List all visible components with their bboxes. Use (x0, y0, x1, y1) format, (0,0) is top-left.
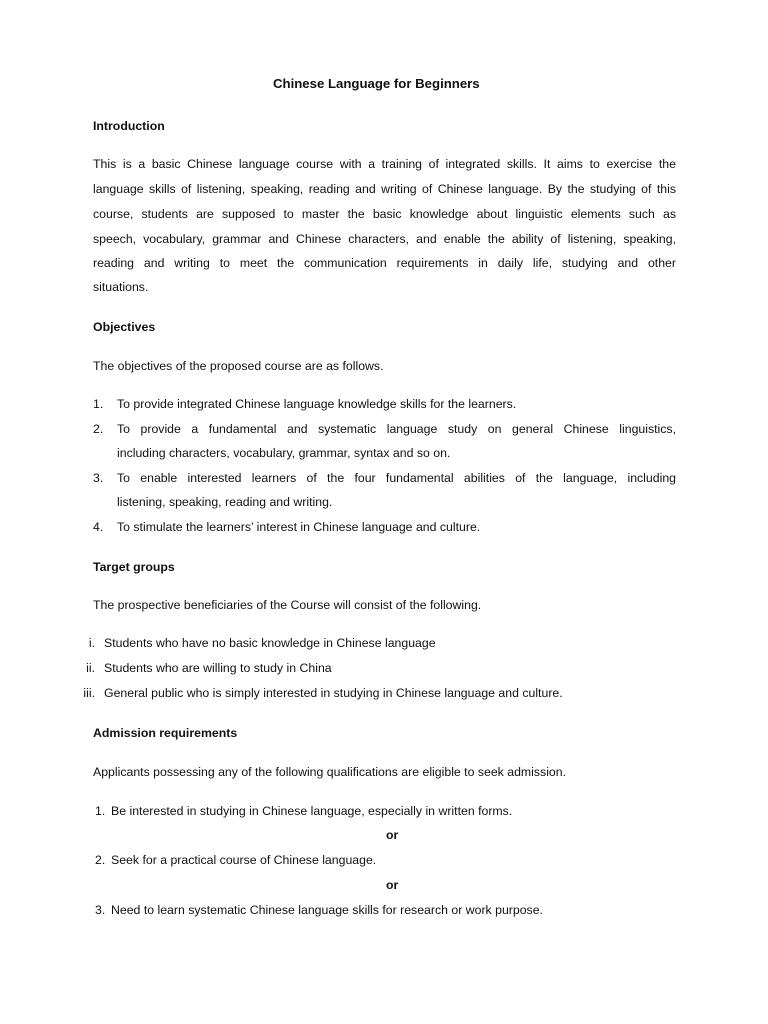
list-item-continuation: including characters, vocabulary, grammar, syntax and so on. (117, 446, 451, 460)
or-separator: or (386, 878, 399, 892)
document-title: Chinese Language for Beginners (273, 76, 480, 91)
list-item: Seek for a practical course of Chinese language. (111, 853, 377, 867)
list-number: 1. (93, 397, 104, 411)
list-item: Be interested in studying in Chinese language, especially in written forms. (111, 804, 513, 818)
list-number: 3. (93, 471, 104, 485)
list-number: iii. (83, 686, 95, 700)
list-item-continuation: listening, speaking, reading and writing. (117, 495, 333, 509)
paragraph-line: course, students are supposed to master the basic knowledge about linguistic elements such as (93, 207, 676, 221)
list-item: Students who have no basic knowledge in Chinese language (104, 636, 436, 650)
target-groups-intro: The prospective beneficiaries of the Course will consist of the following. (93, 598, 482, 612)
list-item: Need to learn systematic Chinese language skills for research or work purpose. (111, 903, 543, 917)
list-item: Students who are willing to study in China (104, 661, 332, 675)
list-item: General public who is simply interested in studying in Chinese language and culture. (104, 686, 563, 700)
paragraph-line: language skills of listening, speaking, reading and writing of Chinese language. By the studying of this (93, 182, 676, 196)
list-number: 4. (93, 520, 104, 534)
objectives-heading: Objectives (93, 320, 156, 334)
list-item: To enable interested learners of the four fundamental abilities of the language, including (117, 471, 676, 485)
admission-intro: Applicants possessing any of the following qualifications are eligible to seek admission. (93, 765, 567, 779)
list-number: i. (88, 636, 95, 650)
list-item: To provide integrated Chinese language knowledge skills for the learners. (117, 397, 517, 411)
list-number: 2. (95, 853, 106, 867)
objectives-intro: The objectives of the proposed course are as follows. (93, 359, 384, 373)
paragraph-line: reading and writing to meet the communication requirements in daily life, studying and other (93, 256, 676, 270)
paragraph-line: situations. (93, 280, 149, 294)
paragraph-line: speech, vocabulary, grammar and Chinese characters, and enable the ability of listening, speaking, (93, 232, 676, 246)
list-number: 3. (95, 903, 106, 917)
list-number: 1. (95, 804, 106, 818)
list-number: 2. (93, 422, 104, 436)
paragraph-line: This is a basic Chinese language course with a training of integrated skills. It aims to exercise the (93, 157, 676, 171)
list-item: To stimulate the learners’ interest in Chinese language and culture. (117, 520, 481, 534)
or-separator: or (386, 828, 399, 842)
list-item: To provide a fundamental and systematic language study on general Chinese linguistics, (117, 422, 676, 436)
target-groups-heading: Target groups (93, 560, 175, 574)
admission-heading: Admission requirements (93, 726, 238, 740)
introduction-heading: Introduction (93, 119, 165, 133)
list-number: ii. (86, 661, 95, 675)
